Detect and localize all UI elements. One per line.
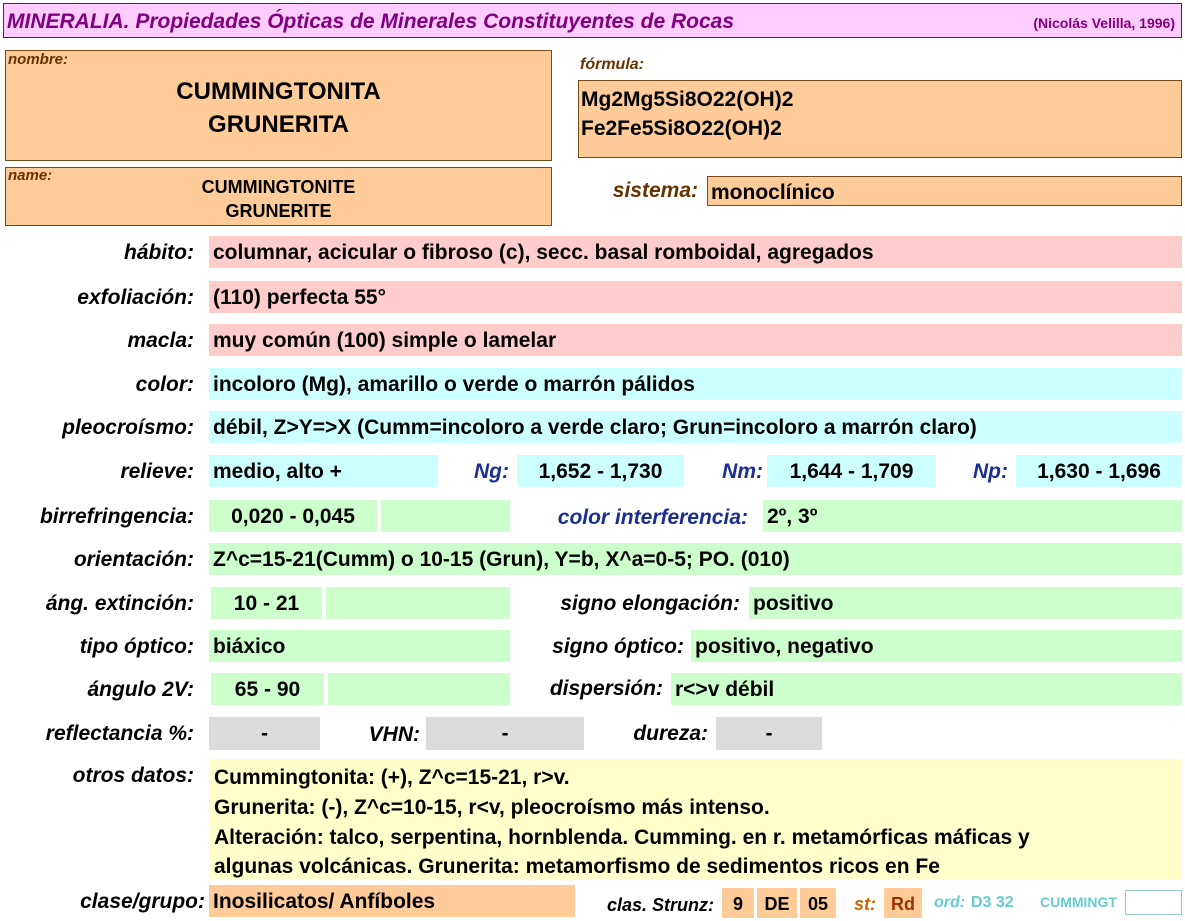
color-value: incoloro (Mg), amarillo o verde o marrón pálidos — [209, 368, 1182, 400]
sistema-value — [707, 176, 1182, 206]
st-value — [884, 888, 922, 918]
relieve-value: medio, alto + — [209, 455, 438, 487]
macla-value: muy común (100) simple o lamelar — [209, 324, 1182, 356]
color-interferencia-value: 2º, 3º — [763, 500, 1182, 532]
nombre-line1: CUMMINGTONITA — [176, 78, 381, 105]
otros-line-3: Alteración: talco, serpentina, hornblenda. Cumming. en r. metamórficas máficas y — [214, 826, 1030, 849]
otros-datos-label: otros datos: — [72, 764, 194, 787]
tipo-optico-value: biáxico — [209, 630, 510, 662]
extincion-extra — [326, 587, 510, 619]
relieve-label: relieve: — [120, 460, 194, 483]
macla-label: macla: — [127, 329, 194, 352]
strunz-value-1 — [722, 888, 754, 918]
dispersion-label: dispersión: — [549, 677, 663, 700]
formula-line1: Mg2Mg5Si8O22(OH)2 — [581, 88, 794, 111]
birrefringencia-value: 0,020 - 0,045 — [209, 500, 377, 532]
ng-value: 1,652 - 1,730 — [517, 455, 684, 487]
st-label: st: — [854, 894, 876, 914]
name-line1: CUMMINGTONITE — [201, 177, 356, 197]
reflectancia-value: - — [209, 717, 320, 750]
strunz-3-text: 05 — [807, 894, 829, 914]
strunz-value-3 — [800, 888, 836, 918]
nombre-box — [5, 50, 552, 161]
angulo-2v-value: 65 - 90 — [211, 673, 324, 705]
signo-elongacion-value: positivo — [749, 587, 1182, 619]
tipo-optico-label: tipo óptico: — [79, 635, 194, 658]
strunz-2-text: DE — [764, 894, 790, 914]
vhn-value: - — [426, 717, 584, 750]
dureza-label: dureza: — [633, 722, 708, 745]
strunz-value-2 — [757, 888, 797, 918]
clase-grupo-label: clase/grupo: — [80, 890, 205, 913]
nombre-label: nombre: — [8, 51, 68, 68]
code-empty-box — [1125, 890, 1182, 915]
sistema-text: monoclínico — [711, 181, 835, 204]
reflectancia-label: reflectancia %: — [45, 722, 194, 745]
birrefringencia-extra — [381, 500, 510, 532]
clase-grupo-value: Inosilicatos/ Anfíboles — [209, 885, 575, 917]
birrefringencia-label: birrefringencia: — [39, 505, 194, 528]
exfoliacion-label: exfoliación: — [77, 286, 194, 309]
formula-box — [578, 80, 1182, 158]
header-bar — [3, 3, 1182, 38]
orientacion-value: Z^c=15-21(Cumm) o 10-15 (Grun), Y=b, X^a=0-5; PO. (010) — [209, 543, 1182, 575]
np-value: 1,630 - 1,696 — [1016, 455, 1182, 487]
otros-datos-box — [209, 759, 1182, 879]
author-credit: (Nicolás Velilla, 1996) — [1033, 15, 1175, 31]
habito-value: columnar, acicular o fibroso (c), secc. basal romboidal, agregados — [209, 236, 1182, 268]
ng-label: Ng: — [474, 460, 509, 483]
habito-label: hábito: — [124, 241, 194, 264]
page-title: MINERALIA. Propiedades Ópticas de Minerales Constituyentes de Rocas — [7, 10, 735, 33]
signo-optico-value: positivo, negativo — [691, 630, 1182, 662]
vhn-label: VHN: — [368, 723, 420, 746]
strunz-label: clas. Strunz: — [606, 895, 714, 915]
signo-optico-label: signo óptico: — [552, 635, 684, 658]
exfoliacion-value: (110) perfecta 55° — [209, 281, 1182, 313]
color-label: color: — [135, 373, 194, 396]
np-label: Np: — [973, 460, 1008, 483]
formula-line2: Fe2Fe5Si8O22(OH)2 — [581, 117, 782, 140]
formula-label: fórmula: — [580, 56, 644, 73]
color-interferencia-label: color interferencia: — [557, 506, 748, 529]
nm-label: Nm: — [722, 460, 763, 483]
orientacion-label: orientación: — [73, 548, 194, 571]
ord-label: ord: — [934, 894, 966, 911]
otros-line-2: Grunerita: (-), Z^c=10-15, r<v, pleocroísmo más intenso. — [214, 796, 770, 819]
sistema-label: sistema: — [612, 179, 698, 202]
extincion-label: áng. extinción: — [45, 592, 194, 615]
otros-line-1: Cummingtonita: (+), Z^c=15-21, r>v. — [214, 766, 570, 789]
extincion-value: 10 - 21 — [211, 587, 322, 619]
signo-elongacion-label: signo elongación: — [560, 592, 740, 615]
mineral-code: CUMMINGT — [1040, 894, 1117, 910]
otros-line-4: algunas volcánicas. Grunerita: metamorfismo de sedimentos ricos en Fe — [214, 855, 940, 878]
name-line2: GRUNERITE — [225, 201, 332, 221]
angulo-2v-label: ángulo 2V: — [87, 678, 194, 701]
angulo-2v-extra — [328, 673, 510, 705]
name-label: name: — [8, 167, 53, 184]
nombre-line2: GRUNERITA — [208, 111, 349, 138]
ord-value: D3 32 — [971, 894, 1014, 911]
name-box — [5, 167, 552, 226]
dispersion-value: r<>v débil — [671, 673, 1182, 705]
dureza-value: - — [716, 717, 822, 750]
strunz-1-text: 9 — [732, 894, 743, 914]
nm-value: 1,644 - 1,709 — [767, 455, 936, 487]
st-text: Rd — [891, 894, 915, 914]
pleocroismo-label: pleocroísmo: — [62, 416, 194, 439]
pleocroismo-value: débil, Z>Y=>X (Cumm=incoloro a verde claro; Grun=incoloro a marrón claro) — [209, 411, 1182, 443]
